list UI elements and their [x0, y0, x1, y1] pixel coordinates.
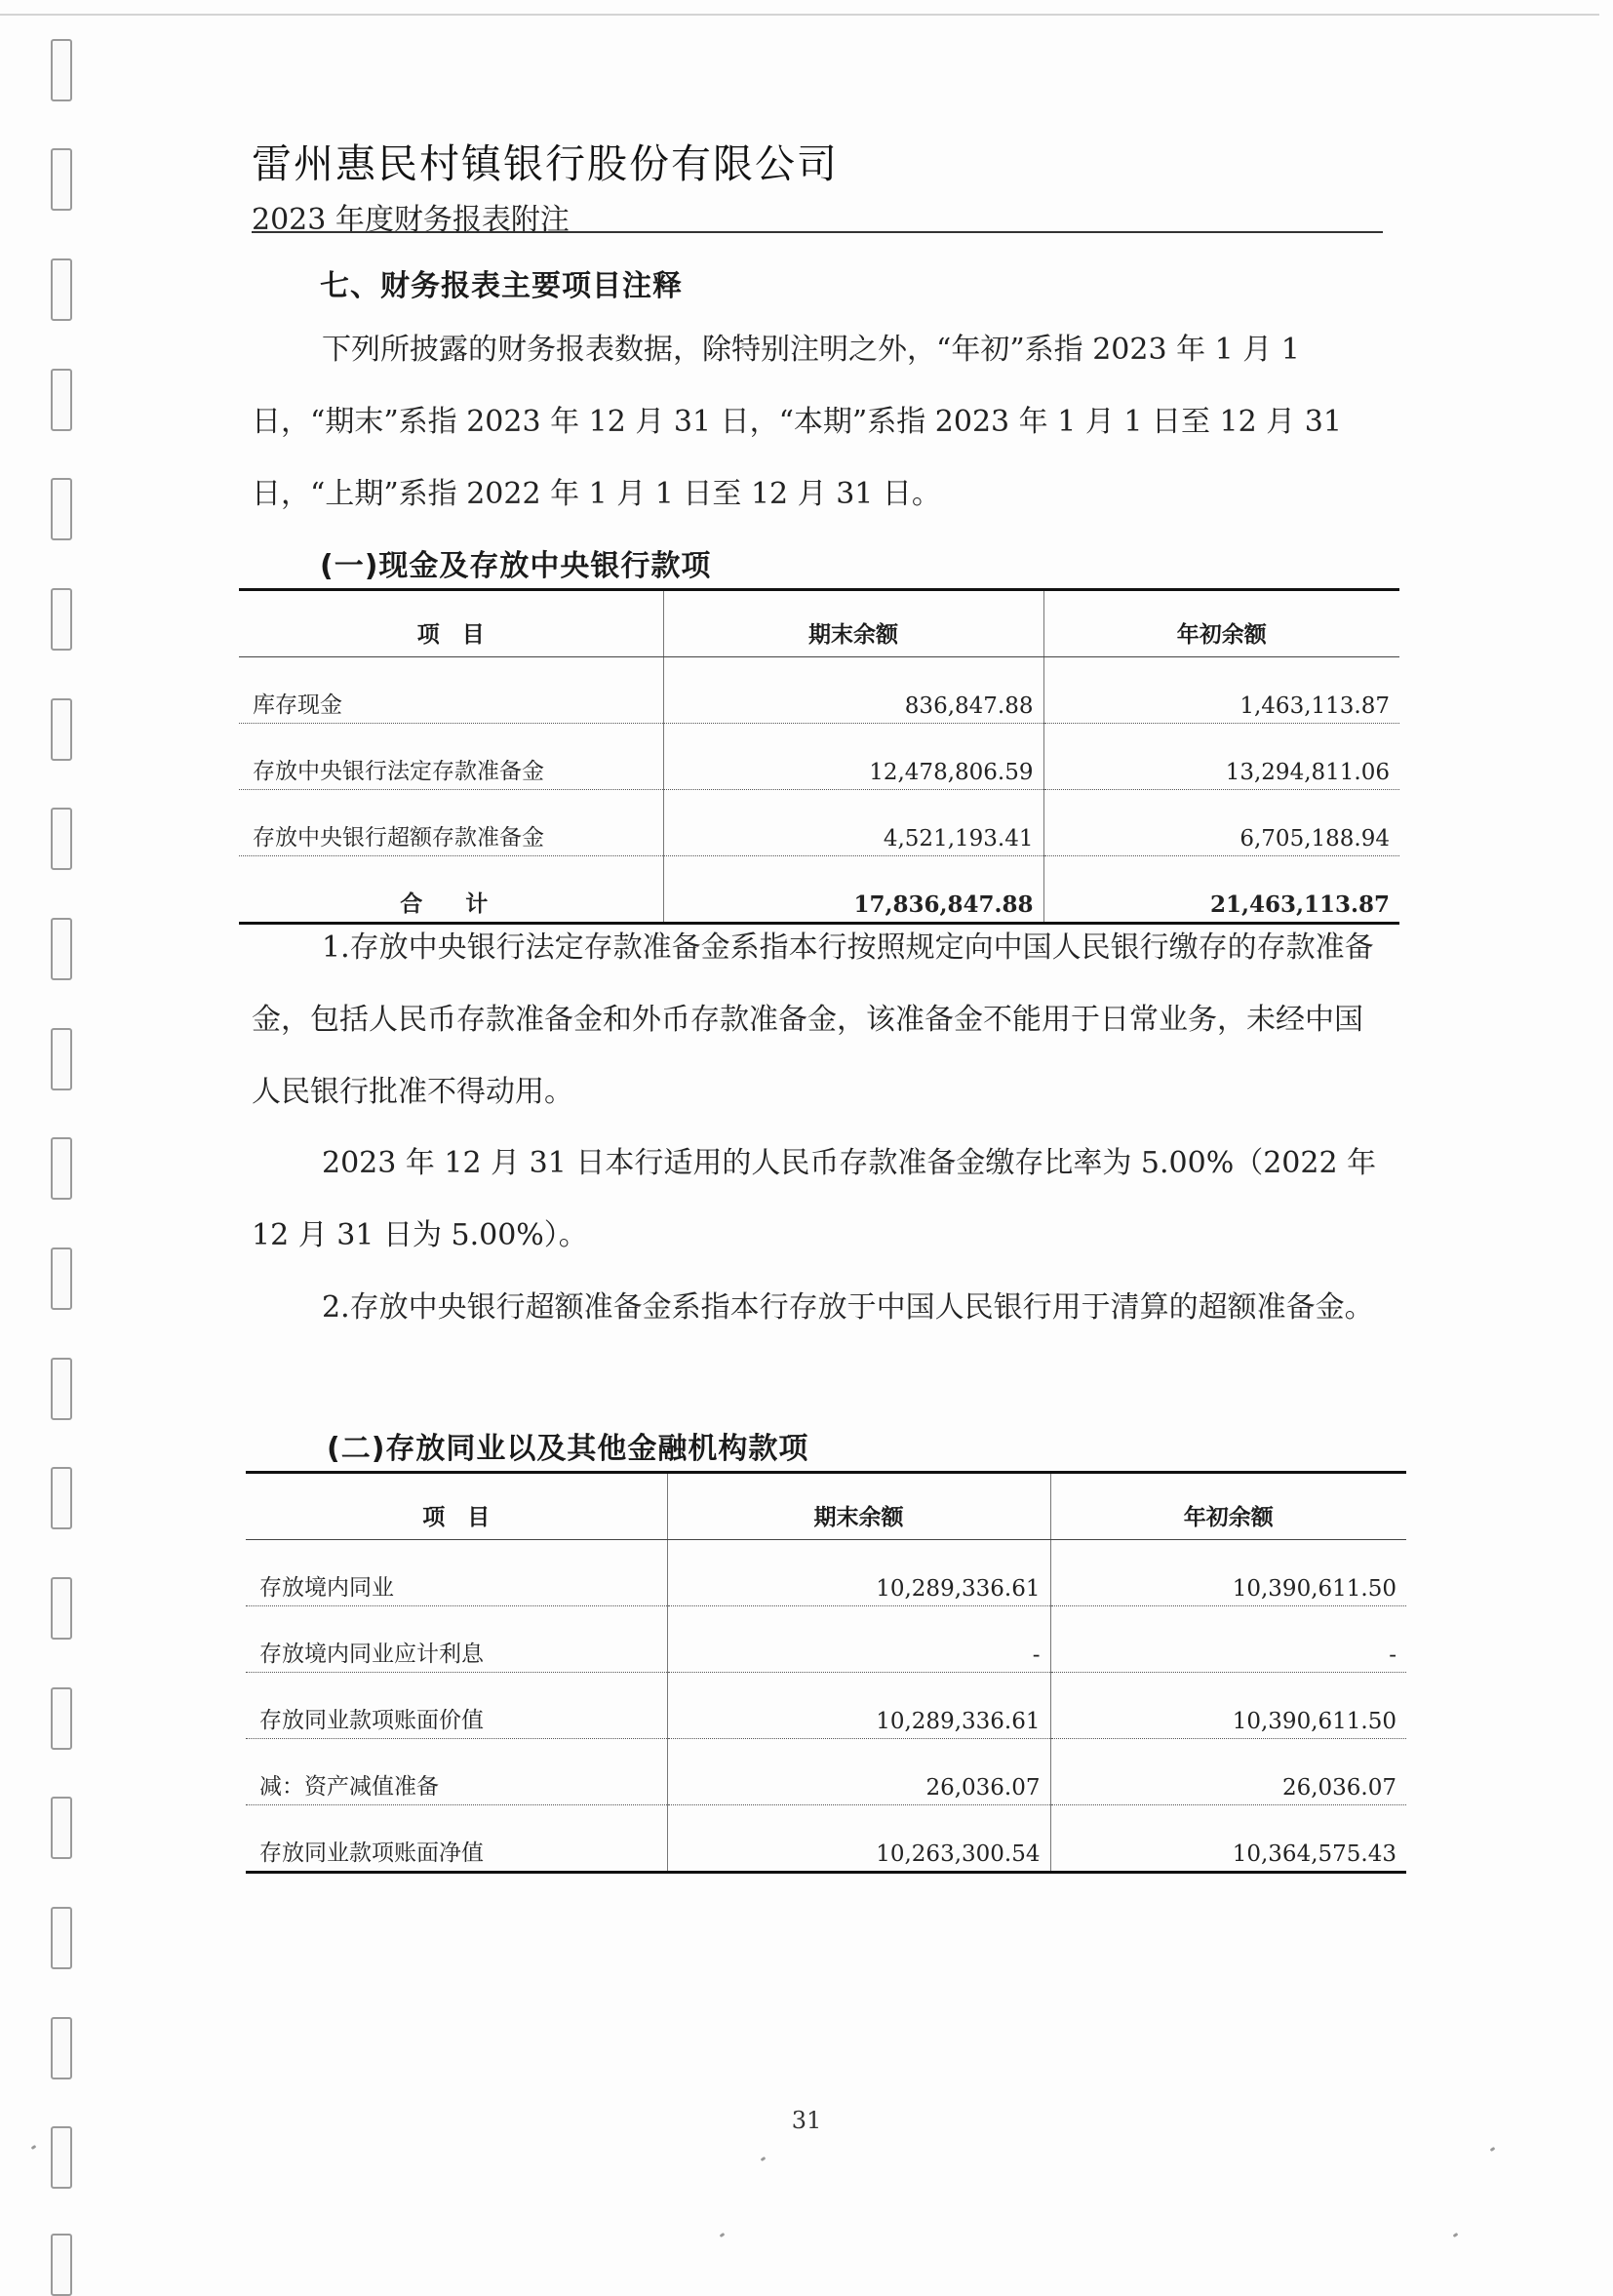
row-begin-balance: 13,294,811.06: [1043, 724, 1399, 790]
row-begin-balance: 10,390,611.50: [1050, 1540, 1406, 1606]
cash-central-bank-table: [239, 588, 1399, 925]
intro-paragraph: 下列所披露的财务报表数据，除特别注明之外，“年初”系指 2023 年 1 月 1 日，“期末”系指 2023 年 12 月 31 日，“本期”系指 2023 年 1 月 1 日至 12 月 31 日，“上期”系指 2022 年 1 月 1 日至 12 月 31 日。: [252, 333, 1342, 511]
total-begin-balance: 21,463,113.87: [1043, 856, 1399, 924]
binding-hole: [51, 918, 72, 980]
scan-speck: [31, 2145, 37, 2150]
binding-hole: [51, 2017, 72, 2079]
table-row: [246, 1805, 1406, 1873]
row-item: 存放境内同业: [246, 1540, 667, 1606]
row-item: 存放同业款项账面净值: [246, 1805, 667, 1873]
row-item: 存放同业款项账面价值: [246, 1673, 667, 1739]
row-end-balance: -: [667, 1606, 1050, 1673]
total-label: 合 计: [239, 856, 663, 924]
binding-hole: [51, 698, 72, 761]
binding-hole: [51, 39, 72, 101]
binding-hole: [51, 148, 72, 211]
row-end-balance: 26,036.07: [667, 1739, 1050, 1805]
row-item: 库存现金: [239, 657, 663, 724]
binding-hole: [51, 1467, 72, 1529]
row-begin-balance: 6,705,188.94: [1043, 790, 1399, 856]
table-row: [246, 1540, 1406, 1606]
table-row: [239, 790, 1399, 856]
report-subtitle: 2023 年度财务报表附注: [252, 203, 570, 237]
row-item: 存放中央银行法定存款准备金: [239, 724, 663, 790]
row-end-balance: 10,289,336.61: [667, 1540, 1050, 1606]
header-rule: [252, 231, 1383, 233]
col-header-end: 期末余额: [663, 590, 1043, 657]
col-header-item: 项 目: [246, 1473, 667, 1540]
row-begin-balance: -: [1050, 1606, 1406, 1673]
col-header-end: 期末余额: [667, 1473, 1050, 1540]
binding-hole: [51, 1577, 72, 1640]
binding-hole: [51, 1797, 72, 1859]
note-reserve-ratio: 2023 年 12 月 31 日本行适用的人民币存款准备金缴存比率为 5.00%（2022 年 12 月 31 日为 5.00%）。: [252, 1146, 1377, 1252]
binding-hole: [51, 588, 72, 651]
row-end-balance: 10,289,336.61: [667, 1673, 1050, 1739]
binding-hole: [51, 1358, 72, 1420]
binding-hole: [51, 258, 72, 321]
row-item: 存放中央银行超额存款准备金: [239, 790, 663, 856]
scan-speck: [1490, 2147, 1496, 2152]
note-1: 1.存放中央银行法定存款准备金系指本行按照规定向中国人民银行缴存的存款准备金，包括人民币存款准备金和外币存款准备金，该准备金不能用于日常业务，未经中国人民银行批准不得动用。: [252, 930, 1374, 1109]
row-end-balance: 4,521,193.41: [663, 790, 1043, 856]
row-begin-balance: 10,364,575.43: [1050, 1805, 1406, 1873]
scan-speck: [1453, 2233, 1459, 2237]
binding-hole: [51, 2126, 72, 2189]
document-header: [252, 132, 1383, 238]
col-header-begin: 年初余额: [1043, 590, 1399, 657]
row-begin-balance: 1,463,113.87: [1043, 657, 1399, 724]
company-name: 雷州惠民村镇银行股份有限公司: [252, 140, 839, 187]
binding-hole: [51, 2234, 72, 2296]
binding-hole: [51, 1028, 72, 1090]
binding-hole: [51, 1137, 72, 1200]
scan-edge: [0, 14, 1599, 16]
note-2: 2.存放中央银行超额准备金系指本行存放于中国人民银行用于清算的超额准备金。: [322, 1290, 1374, 1325]
table-row: [246, 1606, 1406, 1673]
row-item: 存放境内同业应计利息: [246, 1606, 667, 1673]
table-row: [239, 657, 1399, 724]
row-begin-balance: 10,390,611.50: [1050, 1673, 1406, 1739]
col-header-item: 项 目: [239, 590, 663, 657]
row-end-balance: 836,847.88: [663, 657, 1043, 724]
row-begin-balance: 26,036.07: [1050, 1739, 1406, 1805]
binding-hole: [51, 1687, 72, 1750]
interbank-deposits-table: [246, 1471, 1406, 1874]
binding-hole: [51, 369, 72, 431]
page-number: 31: [791, 2107, 822, 2134]
section-heading: 七、财务报表主要项目注释: [320, 269, 683, 303]
row-end-balance: 10,263,300.54: [667, 1805, 1050, 1873]
table2-heading: (二)存放同业以及其他金融机构款项: [327, 1432, 809, 1466]
table-row: [239, 724, 1399, 790]
total-end-balance: 17,836,847.88: [663, 856, 1043, 924]
binding-hole: [51, 808, 72, 870]
row-item: 减：资产减值准备: [246, 1739, 667, 1805]
table1-heading: (一)现金及存放中央银行款项: [320, 549, 712, 583]
col-header-begin: 年初余额: [1050, 1473, 1406, 1540]
binding-hole: [51, 1247, 72, 1310]
table-row: [246, 1673, 1406, 1739]
binding-hole: [51, 1907, 72, 1969]
table-row: [246, 1739, 1406, 1805]
binding-hole: [51, 478, 72, 540]
scan-speck: [720, 2233, 726, 2237]
row-end-balance: 12,478,806.59: [663, 724, 1043, 790]
scan-speck: [761, 2157, 767, 2161]
